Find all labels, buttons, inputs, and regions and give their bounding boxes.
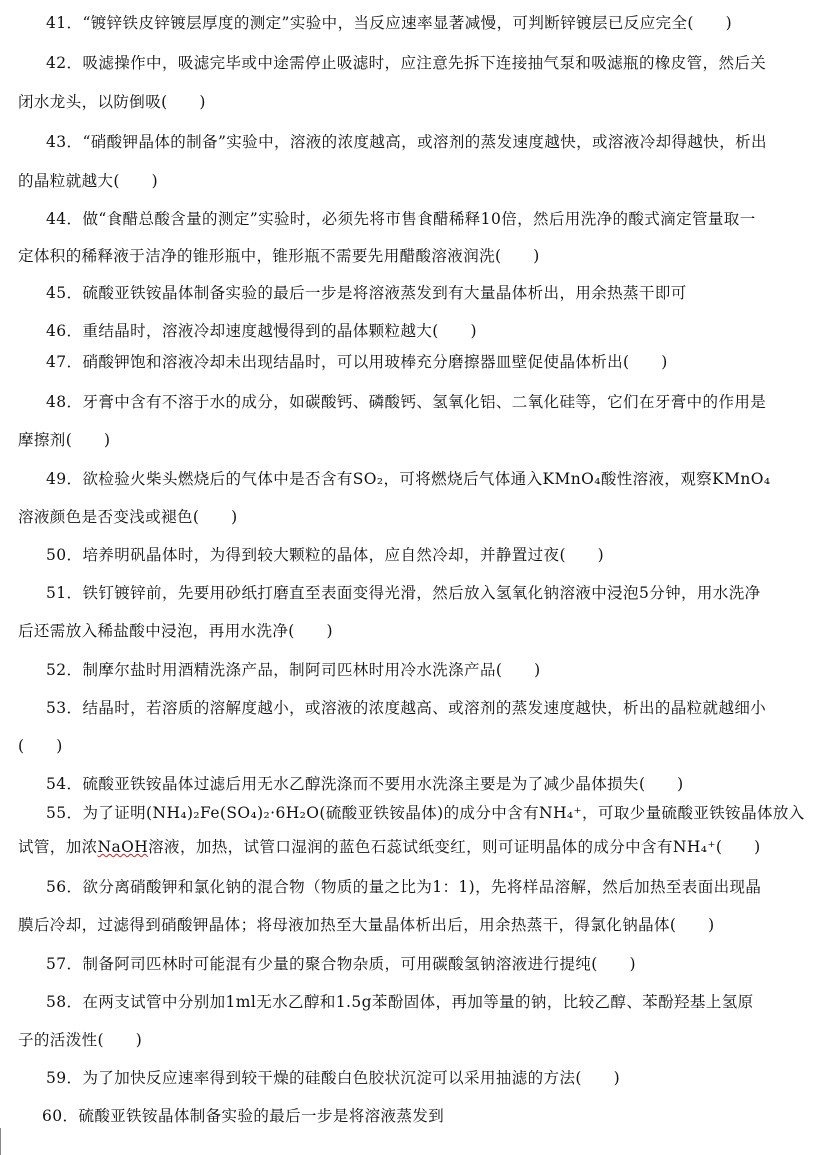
page-edge-mark — [0, 1128, 9, 1155]
question-text: 制备阿司匹林时可能混有少量的聚合物杂质，可用碳酸氢钠溶液进行提纯( ) — [82, 955, 636, 973]
question-number: 44． — [46, 210, 83, 228]
question-42-line-2 — [18, 91, 810, 113]
question-46-line-1 — [18, 320, 810, 342]
question-text: 铁钉镀锌前，先要用砂纸打磨直至表面变得光滑，然后放入氢氧化钠溶液中浸泡5分钟，用水洗净 — [82, 584, 761, 602]
question-49-line-2 — [18, 506, 810, 528]
question-54-line-1 — [18, 773, 810, 795]
question-58-line-1 — [18, 991, 810, 1013]
question-number: 53． — [46, 699, 83, 717]
question-58-line-2 — [18, 1029, 810, 1051]
question-text: 在两支试管中分别加1ml无水乙醇和1.5g苯酚固体，再加等量的钠，比较乙醇、苯酚羟基上氢原 — [82, 993, 754, 1011]
question-text: 制摩尔盐时用酒精洗涤产品，制阿司匹林时用冷水洗涤产品( ) — [82, 661, 541, 679]
question-text: 牙膏中含有不溶于水的成分，如碳酸钙、磷酸钙、氢氧化铝、二氧化硅等，它们在牙膏中的作用是 — [82, 393, 767, 411]
question-53-line-1 — [18, 697, 810, 719]
question-52-line-1 — [18, 659, 810, 681]
question-43-line-2 — [18, 170, 810, 192]
question-text: 硝酸钾饱和溶液冷却未出现结晶时，可以用玻棒充分磨擦器皿壁促使晶体析出( ) — [82, 353, 668, 371]
question-number: 46． — [46, 322, 83, 340]
question-48-line-1 — [18, 391, 810, 413]
question-49-line-1 — [18, 468, 810, 490]
question-number: 51． — [46, 584, 83, 602]
question-text: 为了加快反应速率得到较干燥的硅酸白色胶状沉淀可以采用抽滤的方法( ) — [82, 1069, 621, 1087]
question-text: 为了证明(NH₄)₂Fe(SO₄)₂·6H₂O(硫酸亚铁铵晶体)的成分中含有NH₄⁺，可取少量硫酸亚铁铵晶体放入 — [82, 804, 805, 822]
question-59-line-1 — [18, 1067, 810, 1089]
question-text: 结晶时，若溶质的溶解度越小，或溶液的浓度越高、或溶剂的蒸发速度越快，析出的晶粒就越细小 — [82, 699, 767, 717]
question-57-line-1 — [18, 953, 810, 975]
question-45-line-1 — [18, 282, 810, 304]
spellcheck-underline: NaOH — [97, 838, 149, 856]
question-text: 硫酸亚铁铵晶体制备实验的最后一步是将溶液蒸发到有大量晶体析出，用余热蒸干即可 — [82, 284, 687, 302]
question-51-line-1 — [18, 582, 810, 604]
question-text: 试管，加浓NaOH溶液，加热，试管口湿润的蓝色石蕊试纸变红，则可证明晶体的成分中含有NH₄⁺( ) — [18, 838, 761, 856]
question-text: 的晶粒就越大( ) — [18, 172, 159, 190]
question-text: 欲分离硝酸钾和氯化钠的混合物（物质的量之比为1：1)，先将样品溶解，然后加热至表面出现晶 — [82, 878, 762, 896]
question-text: “硝酸钾晶体的制备”实验中，溶液的浓度越高，或溶剂的蒸发速度越快，或溶液冷却得越快，析出 — [82, 133, 767, 151]
question-number: 42． — [46, 54, 83, 72]
question-44-line-1 — [18, 208, 810, 230]
question-text: 做“食醋总酸含量的测定”实验时，必须先将市售食醋稀释10倍，然后用洗净的酸式滴定管量取一 — [82, 210, 756, 228]
question-42-line-1 — [18, 52, 810, 74]
question-number: 52． — [46, 661, 83, 679]
question-number: 60． — [42, 1107, 79, 1125]
question-56-line-2 — [18, 914, 810, 936]
question-number: 43． — [46, 133, 83, 151]
question-number: 55． — [46, 804, 83, 822]
question-55-line-2 — [18, 836, 810, 858]
question-text: 子的活泼性( ) — [18, 1031, 143, 1049]
question-number: 50． — [46, 546, 83, 564]
question-number: 56． — [46, 878, 83, 896]
question-number: 54． — [46, 775, 83, 793]
question-number: 57． — [46, 955, 83, 973]
question-number: 59． — [46, 1069, 83, 1087]
question-43-line-1 — [18, 131, 810, 153]
question-56-line-1 — [18, 876, 810, 898]
question-text: ( ) — [18, 737, 63, 755]
question-text: 硫酸亚铁铵晶体过滤后用无水乙醇洗涤而不要用水洗涤主要是为了减少晶体损失( ) — [82, 775, 684, 793]
question-number: 48． — [46, 393, 83, 411]
question-text: 重结晶时，溶液冷却速度越慢得到的晶体颗粒越大( ) — [82, 322, 477, 340]
question-51-line-2 — [18, 620, 810, 642]
question-41-line-1 — [18, 12, 810, 34]
question-44-line-2 — [18, 245, 810, 267]
question-text: 培养明矾晶体时，为得到较大颗粒的晶体，应自然冷却，并静置过夜( ) — [82, 546, 605, 564]
question-number: 41． — [46, 14, 83, 32]
question-text: “镀锌铁皮锌镀层厚度的测定”实验中，当反应速率显著减慢，可判断锌镀层已反应完全( ) — [82, 14, 733, 32]
question-text: 闭水龙头，以防倒吸( ) — [18, 93, 206, 111]
question-number: 58． — [46, 993, 83, 1011]
question-text: 定体积的稀释液于洁净的锥形瓶中，锥形瓶不需要先用醋酸溶液润洗( ) — [18, 247, 540, 265]
question-text: 后还需放入稀盐酸中浸泡，再用水洗净( ) — [18, 622, 333, 640]
blurred-overlay — [448, 1096, 828, 1136]
question-number: 47． — [46, 353, 83, 371]
question-50-line-1 — [18, 544, 810, 566]
question-number: 45． — [46, 284, 83, 302]
question-text: 硫酸亚铁铵晶体制备实验的最后一步是将溶液蒸发到 — [78, 1107, 445, 1125]
question-text: 欲检验火柴头燃烧后的气体中是否含有SO₂，可将燃烧后气体通入KMnO₄酸性溶液，观察KMnO₄ — [82, 470, 771, 488]
question-53-line-2 — [18, 735, 810, 757]
question-number: 49． — [46, 470, 83, 488]
question-47-line-1 — [18, 351, 810, 373]
question-text: 溶液颜色是否变浅或褪色( ) — [18, 508, 238, 526]
question-text: 摩擦剂( ) — [18, 431, 111, 449]
question-text: 吸滤操作中，吸滤完毕或中途需停止吸滤时，应注意先拆下连接抽气泵和吸滤瓶的橡皮管，然后关 — [82, 54, 767, 72]
question-55-line-1 — [18, 802, 810, 824]
question-text: 膜后冷却，过滤得到硝酸钾晶体；将母液加热至大量晶体析出后，用余热蒸干，得氯化钠晶体( ) — [18, 916, 715, 934]
question-48-line-2 — [18, 429, 810, 451]
